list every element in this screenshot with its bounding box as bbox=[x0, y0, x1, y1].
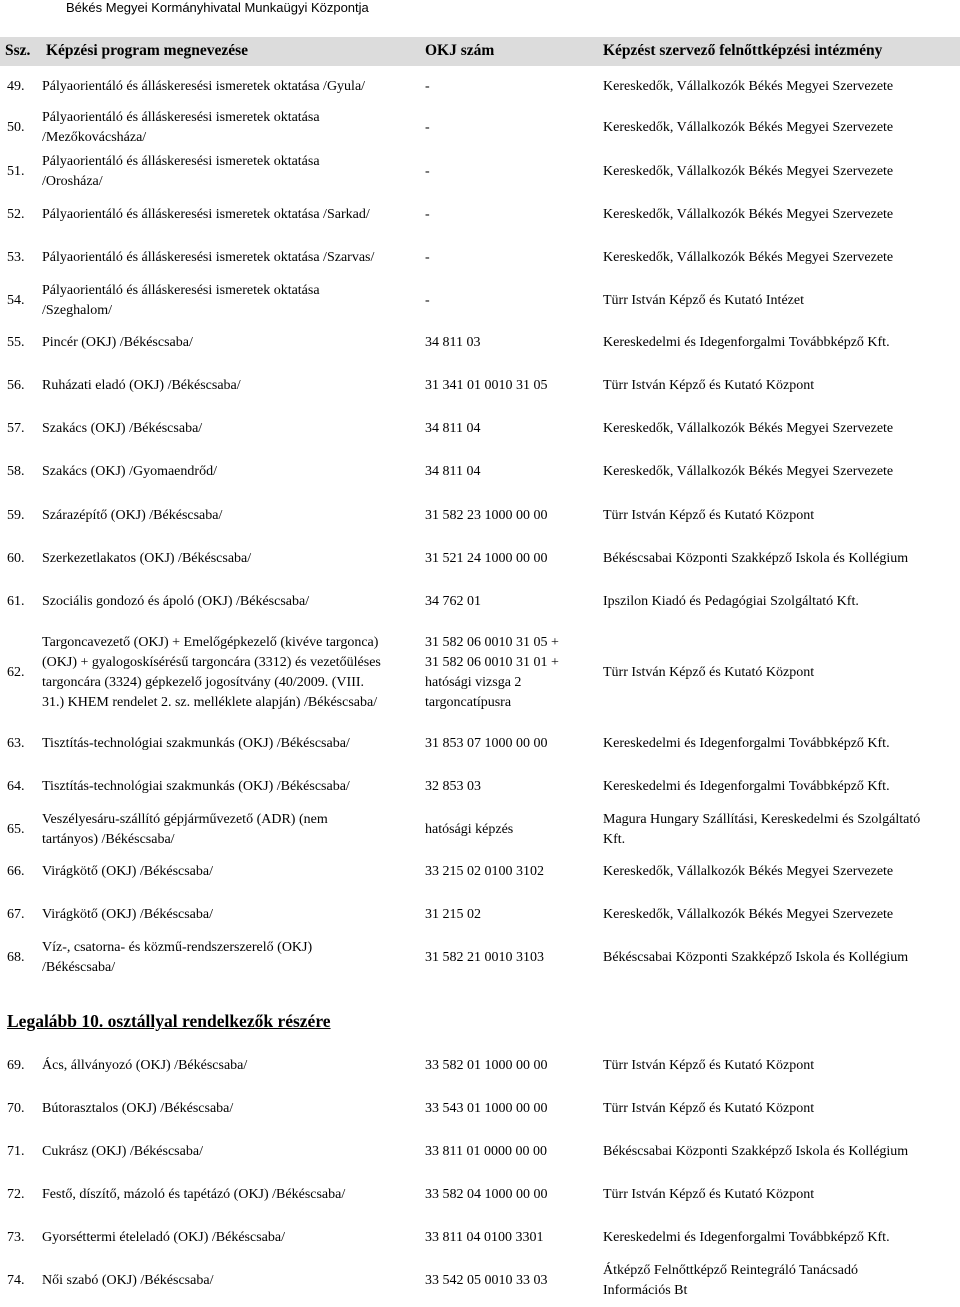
row-number: 52. bbox=[7, 207, 25, 222]
row-number: 51. bbox=[7, 164, 25, 179]
organizer-name bbox=[603, 592, 859, 612]
row-number: 57. bbox=[7, 421, 25, 436]
organizer-name bbox=[603, 118, 893, 138]
program-name-line: Pályaorientáló és álláskeresési ismeretek oktatása /Sarkad/ bbox=[42, 207, 370, 222]
okj-number-line: 33 582 01 1000 00 00 bbox=[425, 1058, 548, 1073]
row-number: 65. bbox=[7, 822, 25, 837]
row-number: 55. bbox=[7, 335, 25, 350]
okj-number-line: 33 543 01 1000 00 00 bbox=[425, 1101, 548, 1116]
table-header bbox=[0, 37, 960, 66]
okj-number-line: 31 853 07 1000 00 00 bbox=[425, 736, 548, 751]
organizer-name bbox=[603, 549, 908, 569]
program-name bbox=[42, 777, 350, 797]
okj-number-line: 31 582 21 0010 3103 bbox=[425, 950, 544, 965]
organizer-name bbox=[603, 810, 920, 850]
organizer-name bbox=[603, 376, 814, 396]
okj-number-line: 33 215 02 0100 3102 bbox=[425, 864, 544, 879]
program-name bbox=[42, 1142, 203, 1162]
organizer-name-line: Türr István Képző és Kutató Központ bbox=[603, 508, 815, 523]
organizer-name-line: Kereskedők, Vállalkozók Békés Megyei Szervezete bbox=[603, 207, 894, 222]
program-name-line: Női szabó (OKJ) /Békéscsaba/ bbox=[42, 1273, 214, 1288]
organizer-name-line: Információs Bt bbox=[603, 1283, 688, 1298]
okj-number bbox=[425, 1056, 548, 1076]
okj-number bbox=[425, 118, 430, 138]
organizer-name-line: Átképző Felnőttképző Reintegráló Tanácsadó bbox=[603, 1263, 858, 1278]
row-number: 50. bbox=[7, 120, 25, 135]
program-name bbox=[42, 205, 370, 225]
row-number: 60. bbox=[7, 551, 25, 566]
organizer-name-line: Türr István Képző és Kutató Központ bbox=[603, 665, 815, 680]
okj-number bbox=[425, 162, 430, 182]
organizer-name bbox=[603, 663, 814, 683]
row-number: 67. bbox=[7, 907, 25, 922]
organizer-name bbox=[603, 419, 893, 439]
okj-number-line: - bbox=[425, 250, 430, 265]
okj-number-line: 31 215 02 bbox=[425, 907, 481, 922]
organizer-name bbox=[603, 291, 804, 311]
okj-number-line: hatósági vizsga 2 bbox=[425, 675, 522, 690]
program-name bbox=[42, 810, 328, 850]
organizer-name-line: Ipszilon Kiadó és Pedagógiai Szolgáltató Kft. bbox=[603, 594, 859, 609]
organizer-name bbox=[603, 948, 908, 968]
program-name bbox=[42, 1228, 285, 1248]
header-okj: OKJ szám bbox=[425, 42, 495, 59]
program-name bbox=[42, 333, 193, 353]
row-number: 68. bbox=[7, 950, 25, 965]
program-name bbox=[42, 862, 213, 882]
okj-number-line: 31 582 06 0010 31 01 + bbox=[425, 655, 559, 670]
organizer-name-line: Békéscsabai Központi Szakképző Iskola és Kollégium bbox=[603, 950, 909, 965]
organizer-name bbox=[603, 1099, 814, 1119]
program-name-line: Virágkötő (OKJ) /Békéscsaba/ bbox=[42, 864, 214, 879]
okj-number bbox=[425, 549, 548, 569]
okj-number-line: 34 811 03 bbox=[425, 335, 481, 350]
program-name bbox=[42, 905, 213, 925]
program-name bbox=[42, 419, 202, 439]
organizer-name-line: Türr István Képző és Kutató Központ bbox=[603, 1058, 815, 1073]
header-program: Képzési program megnevezése bbox=[46, 42, 249, 59]
organizer-name bbox=[603, 248, 893, 268]
program-name-line: Szakács (OKJ) /Békéscsaba/ bbox=[42, 421, 203, 436]
okj-number-line: 31 582 23 1000 00 00 bbox=[425, 508, 548, 523]
program-name bbox=[42, 376, 241, 396]
okj-number bbox=[425, 777, 481, 797]
program-name-line: Tisztítás-technológiai szakmunkás (OKJ) /Békéscsaba/ bbox=[42, 779, 350, 794]
organizer-name-line: Kereskedelmi és Idegenforgalmi Továbbképző Kft. bbox=[603, 736, 890, 751]
okj-number-line: 31 341 01 0010 31 05 bbox=[425, 378, 548, 393]
program-name bbox=[42, 1185, 345, 1205]
organizer-name bbox=[603, 1261, 858, 1301]
row-number: 49. bbox=[7, 79, 25, 94]
program-name-line: /Orosháza/ bbox=[42, 174, 103, 189]
row-number: 70. bbox=[7, 1101, 25, 1116]
program-name bbox=[42, 281, 320, 321]
okj-number bbox=[425, 1228, 543, 1248]
program-name-line: Víz-, csatorna- és közmű-rendszerszerelő (OKJ) bbox=[42, 940, 313, 955]
organizer-name bbox=[603, 734, 890, 754]
organizer-name-line: Kereskedelmi és Idegenforgalmi Továbbképző Kft. bbox=[603, 1230, 890, 1245]
row-number: 71. bbox=[7, 1144, 25, 1159]
okj-number bbox=[425, 1271, 548, 1291]
okj-number bbox=[425, 1142, 547, 1162]
organizer-name-line: Magura Hungary Szállítási, Kereskedelmi és Szolgáltató bbox=[603, 812, 921, 827]
okj-number bbox=[425, 820, 513, 840]
page-header-text: Békés Megyei Kormányhivatal Munkaügyi Központja bbox=[66, 0, 369, 15]
okj-number-line: 33 582 04 1000 00 00 bbox=[425, 1187, 548, 1202]
organizer-name bbox=[603, 1228, 890, 1248]
row-number: 62. bbox=[7, 665, 25, 680]
program-name-line: Tisztítás-technológiai szakmunkás (OKJ) /Békéscsaba/ bbox=[42, 736, 350, 751]
program-name-line: 31.) KHEM rendelet 2. sz. melléklete alapján) /Békéscsaba/ bbox=[42, 695, 378, 710]
okj-number-line: 31 582 06 0010 31 05 + bbox=[425, 635, 559, 650]
organizer-name bbox=[603, 1185, 814, 1205]
program-name-line: /Szeghalom/ bbox=[42, 303, 112, 318]
organizer-name-line: Türr István Képző és Kutató Központ bbox=[603, 1101, 815, 1116]
okj-number bbox=[425, 205, 430, 225]
row-number: 56. bbox=[7, 378, 25, 393]
okj-number-line: - bbox=[425, 164, 430, 179]
row-number: 72. bbox=[7, 1187, 25, 1202]
organizer-name-line: Türr István Képző és Kutató Intézet bbox=[603, 293, 804, 308]
program-name-line: /Békéscsaba/ bbox=[42, 960, 116, 975]
okj-number bbox=[425, 1099, 548, 1119]
organizer-name bbox=[603, 1142, 908, 1162]
organizer-name-line: Kereskedők, Vállalkozók Békés Megyei Szervezete bbox=[603, 464, 894, 479]
program-name-line: Festő, díszítő, mázoló és tapétázó (OKJ) /Békéscsaba/ bbox=[42, 1187, 346, 1202]
organizer-name-line: Kereskedők, Vállalkozók Békés Megyei Szervezete bbox=[603, 120, 894, 135]
program-name bbox=[42, 734, 350, 754]
okj-number-line: 33 542 05 0010 33 03 bbox=[425, 1273, 548, 1288]
organizer-name-line: Kft. bbox=[603, 832, 626, 847]
organizer-name bbox=[603, 862, 893, 882]
organizer-name-line: Kereskedők, Vállalkozók Békés Megyei Szervezete bbox=[603, 250, 894, 265]
okj-number-line: 31 521 24 1000 00 00 bbox=[425, 551, 548, 566]
organizer-name bbox=[603, 462, 893, 482]
program-name-line: Pincér (OKJ) /Békéscsaba/ bbox=[42, 335, 193, 350]
okj-number bbox=[425, 1185, 548, 1205]
program-name bbox=[42, 77, 365, 97]
program-name-line: Targoncavezető (OKJ) + Emelőgépkezelő (kivéve targonca) bbox=[42, 635, 379, 650]
row-number: 58. bbox=[7, 464, 25, 479]
program-name bbox=[42, 248, 374, 268]
okj-number bbox=[425, 248, 430, 268]
program-name bbox=[42, 592, 309, 612]
organizer-name bbox=[603, 777, 890, 797]
okj-number-line: 33 811 01 0000 00 00 bbox=[425, 1144, 547, 1159]
okj-number bbox=[425, 948, 544, 968]
organizer-name-line: Kereskedelmi és Idegenforgalmi Továbbképző Kft. bbox=[603, 779, 890, 794]
program-name-line: Pályaorientáló és álláskeresési ismeretek oktatása bbox=[42, 154, 320, 169]
program-name-line: targoncára (3324) gépkezelő jogosítvány (40/2009. (VIII. bbox=[42, 675, 365, 690]
row-number: 63. bbox=[7, 736, 25, 751]
organizer-name bbox=[603, 905, 893, 925]
okj-number bbox=[425, 734, 548, 754]
program-name-line: Pályaorientáló és álláskeresési ismeretek oktatása /Gyula/ bbox=[42, 79, 366, 94]
okj-number-line: - bbox=[425, 79, 430, 94]
okj-number bbox=[425, 77, 430, 97]
organizer-name bbox=[603, 1056, 814, 1076]
row-number: 59. bbox=[7, 508, 25, 523]
okj-number-line: targoncatípusra bbox=[425, 695, 512, 710]
organizer-name bbox=[603, 506, 814, 526]
organizer-name-line: Kereskedők, Vállalkozók Békés Megyei Szervezete bbox=[603, 864, 894, 879]
program-name-line: Pályaorientáló és álláskeresési ismeretek oktatása bbox=[42, 110, 320, 125]
organizer-name-line: Kereskedelmi és Idegenforgalmi Továbbképző Kft. bbox=[603, 335, 890, 350]
row-number: 66. bbox=[7, 864, 25, 879]
program-name bbox=[42, 108, 320, 148]
program-name bbox=[42, 152, 320, 192]
okj-number bbox=[425, 592, 481, 612]
program-name-line: Pályaorientáló és álláskeresési ismeretek oktatása bbox=[42, 283, 320, 298]
okj-number-line: - bbox=[425, 207, 430, 222]
organizer-name-line: Kereskedők, Vállalkozók Békés Megyei Szervezete bbox=[603, 907, 894, 922]
program-name bbox=[42, 1099, 233, 1119]
okj-number bbox=[425, 633, 559, 713]
okj-number-line: - bbox=[425, 120, 430, 135]
program-name bbox=[42, 1056, 247, 1076]
row-number: 73. bbox=[7, 1230, 25, 1245]
okj-number-line: 33 811 04 0100 3301 bbox=[425, 1230, 544, 1245]
section-title: Legalább 10. osztállyal rendelkezők részére bbox=[7, 1011, 331, 1031]
program-name bbox=[42, 938, 312, 978]
okj-number bbox=[425, 905, 481, 925]
header-ssz: Ssz. bbox=[5, 42, 31, 59]
organizer-name bbox=[603, 205, 893, 225]
program-name-line: Gyorséttermi ételeladó (OKJ) /Békéscsaba/ bbox=[42, 1230, 285, 1245]
okj-number bbox=[425, 419, 480, 439]
okj-number bbox=[425, 376, 548, 396]
program-name-line: Virágkötő (OKJ) /Békéscsaba/ bbox=[42, 907, 214, 922]
okj-number-line: 34 762 01 bbox=[425, 594, 481, 609]
header-org: Képzést szervező felnőttképzési intézmény bbox=[603, 42, 883, 59]
program-name-line: Szerkezetlakatos (OKJ) /Békéscsaba/ bbox=[42, 551, 252, 566]
okj-number-line: 32 853 03 bbox=[425, 779, 481, 794]
program-name-line: /Mezőkovácsháza/ bbox=[42, 130, 147, 145]
program-name-line: tartányos) /Békéscsaba/ bbox=[42, 832, 175, 847]
program-name-line: Bútorasztalos (OKJ) /Békéscsaba/ bbox=[42, 1101, 234, 1116]
row-number: 53. bbox=[7, 250, 25, 265]
organizer-name-line: Békéscsabai Központi Szakképző Iskola és Kollégium bbox=[603, 1144, 909, 1159]
okj-number bbox=[425, 462, 480, 482]
row-number: 64. bbox=[7, 779, 25, 794]
program-name bbox=[42, 633, 381, 713]
program-name-line: Szakács (OKJ) /Gyomaendrőd/ bbox=[42, 464, 217, 479]
okj-number bbox=[425, 506, 548, 526]
program-name bbox=[42, 462, 217, 482]
program-name-line: Szociális gondozó és ápoló (OKJ) /Békéscsaba/ bbox=[42, 594, 310, 609]
organizer-name bbox=[603, 77, 893, 97]
program-name-line: Pályaorientáló és álláskeresési ismeretek oktatása /Szarvas/ bbox=[42, 250, 375, 265]
row-number: 74. bbox=[7, 1273, 25, 1288]
row-number: 61. bbox=[7, 594, 25, 609]
program-name-line: Ács, állványozó (OKJ) /Békéscsaba/ bbox=[42, 1058, 248, 1073]
row-number: 69. bbox=[7, 1058, 25, 1073]
program-name bbox=[42, 1271, 213, 1291]
okj-number-line: 34 811 04 bbox=[425, 464, 481, 479]
okj-number-line: 34 811 04 bbox=[425, 421, 481, 436]
okj-number-line: hatósági képzés bbox=[425, 822, 514, 837]
organizer-name-line: Kereskedők, Vállalkozók Békés Megyei Szervezete bbox=[603, 164, 894, 179]
organizer-name-line: Kereskedők, Vállalkozók Békés Megyei Szervezete bbox=[603, 421, 894, 436]
okj-number bbox=[425, 333, 480, 353]
okj-number bbox=[425, 291, 430, 311]
okj-number-line: - bbox=[425, 293, 430, 308]
program-name-line: Szárazépítő (OKJ) /Békéscsaba/ bbox=[42, 508, 223, 523]
okj-number bbox=[425, 862, 544, 882]
organizer-name bbox=[603, 162, 893, 182]
program-name-line: (OKJ) + gyalogoskísérésű targoncára (3312) és vezetőüléses bbox=[42, 655, 381, 670]
program-name-line: Veszélyesáru-szállító gépjárművezető (ADR) (nem bbox=[42, 812, 328, 827]
organizer-name-line: Türr István Képző és Kutató Központ bbox=[603, 378, 815, 393]
program-name-line: Ruházati eladó (OKJ) /Békéscsaba/ bbox=[42, 378, 241, 393]
program-name bbox=[42, 549, 251, 569]
organizer-name-line: Kereskedők, Vállalkozók Békés Megyei Szervezete bbox=[603, 79, 894, 94]
organizer-name-line: Békéscsabai Központi Szakképző Iskola és Kollégium bbox=[603, 551, 909, 566]
organizer-name-line: Türr István Képző és Kutató Központ bbox=[603, 1187, 815, 1202]
page-header bbox=[0, 0, 960, 22]
program-name-line: Cukrász (OKJ) /Békéscsaba/ bbox=[42, 1144, 203, 1159]
organizer-name bbox=[603, 333, 890, 353]
row-number: 54. bbox=[7, 293, 25, 308]
program-name bbox=[42, 506, 222, 526]
